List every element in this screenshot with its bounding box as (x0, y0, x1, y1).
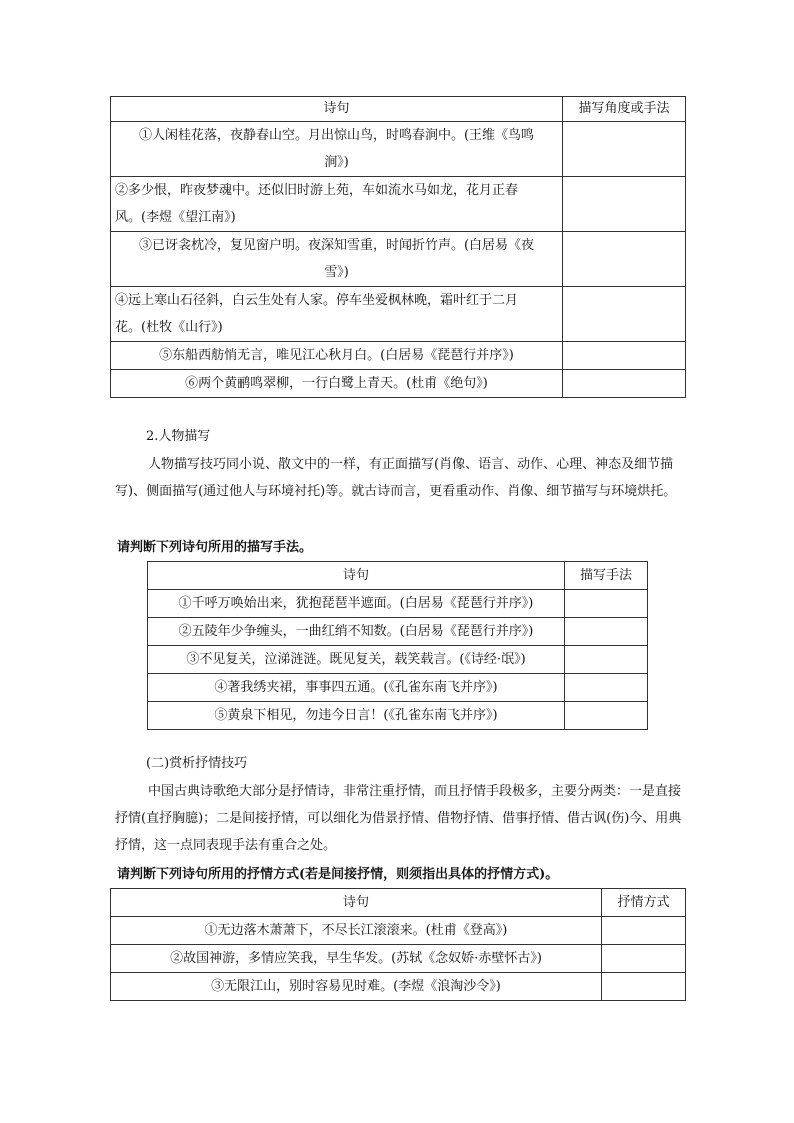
answer-cell[interactable] (602, 917, 686, 945)
answer-cell[interactable] (602, 945, 686, 973)
answer-cell[interactable] (563, 177, 686, 232)
header-method: 抒情方式 (602, 889, 686, 917)
answer-cell[interactable] (565, 618, 648, 646)
poem-cell: ⑥两个黄鹂鸣翠柳，一行白鹭上青天。(杜甫《绝句》) (111, 370, 563, 398)
header-method: 描写手法 (565, 562, 648, 590)
instruction-text: 请判断下列诗句所用的抒情方式(若是间接抒情，则须指出具体的抒情方式)。 (117, 867, 559, 882)
answer-cell[interactable] (602, 973, 686, 1001)
table-row (111, 945, 686, 973)
instruction-text: 请判断下列诗句所用的描写手法。 (117, 540, 313, 555)
answer-cell[interactable] (565, 674, 648, 702)
poem-cell: ③无限江山，别时容易见时难。(李煜《浪淘沙令》) (111, 973, 602, 1001)
answer-cell[interactable] (563, 370, 686, 398)
answer-cell[interactable] (565, 646, 648, 674)
poem-cell: ②五陵年少争缠头，一曲红绡不知数。(白居易《琵琶行并序》) (148, 618, 565, 646)
table-header-row (148, 562, 648, 590)
table-header-row (111, 97, 686, 122)
poem-cell: ⑤黄泉下相见，勿违今日言！(《孔雀东南飞并序》) (148, 702, 565, 730)
table-row (148, 590, 648, 618)
poem-line: 雪》) (324, 265, 349, 280)
table-row (111, 342, 686, 370)
answer-cell[interactable] (563, 287, 686, 342)
poem-cell: ③不见复关，泣涕涟涟。既见复关，载笑载言。(《诗经·氓》) (148, 646, 565, 674)
poem-line: ③已讶衾枕冷，复见窗户明。夜深知雪重，时闻折竹声。(白居易《夜 (138, 238, 535, 253)
table-row (111, 232, 686, 287)
table-row (111, 973, 686, 1001)
poem-line: ④远上寒山石径斜，白云生处有人家。停车坐爱枫林晚，霜叶红于二月 (115, 293, 519, 308)
table-row (111, 287, 686, 342)
answer-cell[interactable] (565, 590, 648, 618)
table-row (111, 122, 686, 177)
lyric-method-table (110, 888, 686, 1001)
poem-cell (111, 287, 563, 342)
section-paragraph: 中国古典诗歌绝大部分是抒情诗，非常注重抒情，而且抒情手段极多，主要分两类：一是直接抒情(直抒胸臆)；二是间接抒情，可以细化为借景抒情、借物抒情、借事抒情、借古讽(伤)今、用典抒情，这一点同表现手法有重合之处。 (115, 784, 682, 853)
poem-line: ①人闲桂花落，夜静春山空。月出惊山鸟，时鸣春涧中。(王维《鸟鸣 (138, 128, 535, 143)
poem-cell: ①千呼万唤始出来，犹抱琵琶半遮面。(白居易《琵琶行并序》) (148, 590, 565, 618)
answer-cell[interactable] (565, 702, 648, 730)
table-row (111, 177, 686, 232)
poem-cell: ④著我绣夹裙，事事四五通。(《孔雀东南飞并序》) (148, 674, 565, 702)
section-heading-character-description: 2.人物描写 (146, 429, 211, 444)
poem-cell: ①无边落木萧萧下，不尽长江滚滚来。(杜甫《登高》) (111, 917, 602, 945)
section-heading-lyric-techniques: (二)赏析抒情技巧 (146, 756, 248, 771)
table-row (148, 646, 648, 674)
poem-line: 风。(李煜《望江南》) (115, 210, 236, 225)
poem-cell: ⑤东船西舫悄无言，唯见江心秋月白。(白居易《琵琶行并序》) (111, 342, 563, 370)
answer-cell[interactable] (563, 232, 686, 287)
answer-cell[interactable] (563, 122, 686, 177)
description-method-table (147, 561, 648, 730)
header-poem: 诗句 (111, 889, 602, 917)
header-method: 描写角度或手法 (563, 97, 686, 122)
table-row (148, 674, 648, 702)
answer-cell[interactable] (563, 342, 686, 370)
poem-cell (111, 177, 563, 232)
header-poem: 诗句 (111, 97, 563, 122)
table-row (111, 917, 686, 945)
poem-cell: ②故国神游，多情应笑我，早生华发。(苏轼《念奴娇·赤壁怀古》) (111, 945, 602, 973)
poem-cell (111, 122, 563, 177)
table-row (111, 370, 686, 398)
table-header-row (111, 889, 686, 917)
description-angle-table (110, 96, 686, 398)
poem-line: 花。(杜牧《山行》) (115, 320, 223, 335)
section-paragraph: 人物描写技巧同小说、散文中的一样，有正面描写(肖像、语言、动作、心理、神态及细节描写)、侧面描写(通过他人与环境衬托)等。就古诗而言，更看重动作、肖像、细节描写与环境烘托。 (115, 457, 677, 499)
table-row (148, 702, 648, 730)
poem-line: 涧》) (324, 155, 349, 170)
poem-line: ②多少恨，昨夜梦魂中。还似旧时游上苑，车如流水马如龙，花月正春 (115, 183, 519, 198)
poem-cell (111, 232, 563, 287)
header-poem: 诗句 (148, 562, 565, 590)
table-row (148, 618, 648, 646)
